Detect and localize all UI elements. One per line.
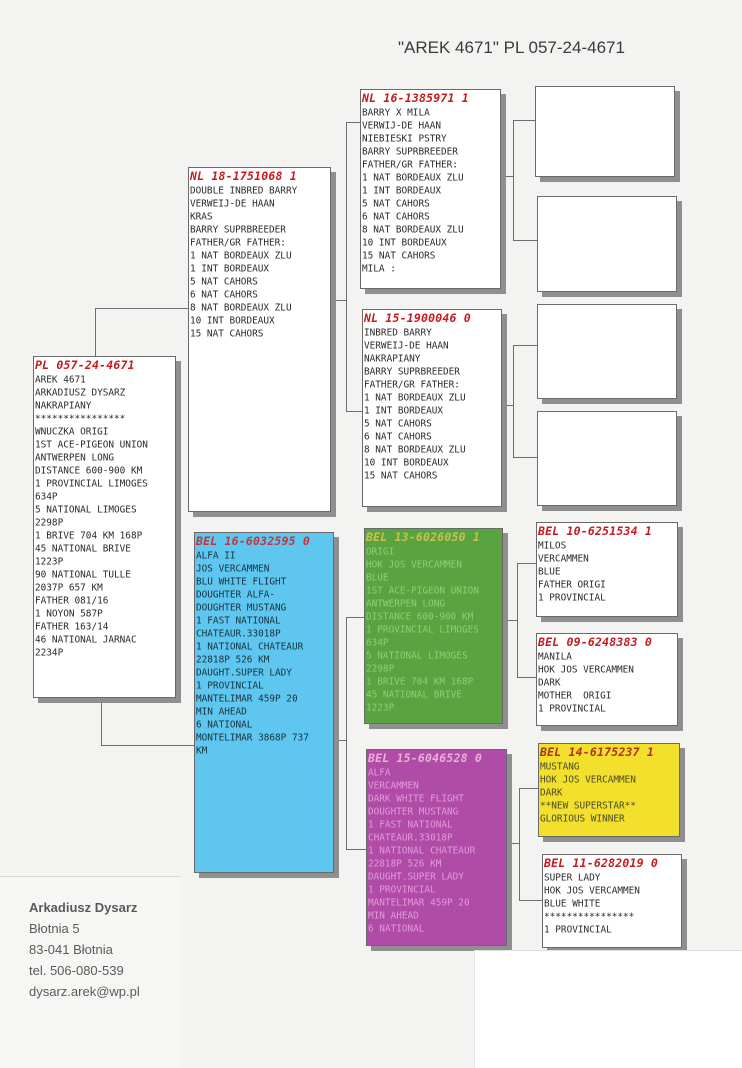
connector <box>513 240 537 241</box>
pedigree-line: BLUE <box>538 566 561 578</box>
pedigree-line: BARRY SUPRBREEDER <box>190 224 286 236</box>
pedigree-line: 1 INT BORDEAUX <box>364 405 444 417</box>
pedigree-line: BARRY SUPRBREEDER <box>362 146 458 158</box>
pedigree-line: VERWEIJ-DE HAAN <box>364 340 449 352</box>
pedigree-line: CHATEAUR.33018P <box>196 628 281 640</box>
connector <box>513 120 535 121</box>
subject-card <box>33 356 176 698</box>
connector <box>519 900 542 901</box>
pedigree-line: 1 NAT BORDEAUX ZLU <box>364 392 466 404</box>
sire-card <box>188 167 331 512</box>
pedigree-line: 45 NATIONAL BRIVE <box>366 689 462 701</box>
sire-details <box>190 184 330 340</box>
connector <box>501 405 513 406</box>
connector <box>513 457 537 458</box>
pedigree-line: MIN AHEAD <box>368 910 419 922</box>
pedigree-line: 1 PROVINCIAL <box>368 884 436 896</box>
pedigree-line: GLORIOUS WINNER <box>540 813 625 825</box>
connector <box>513 345 537 346</box>
breeder-contact <box>29 897 140 1002</box>
pedigree-line: 8 NAT BORDEAUX ZLU <box>362 224 464 236</box>
pedigree-line: 1 PROVINCIAL <box>544 924 612 936</box>
pedigree-line: VERWIJ-DE HAAN <box>362 120 442 132</box>
connector <box>517 563 536 564</box>
pedigree-line: 1 PROVINCIAL <box>538 703 606 715</box>
pedigree-line: 15 NAT CAHORS <box>190 328 264 340</box>
pedigree-line: MIN AHEAD <box>196 706 247 718</box>
pedigree-line: VERCAMMEN <box>538 553 589 565</box>
dam-dam-sire-details <box>540 760 679 825</box>
pedigree-line: 6 NATIONAL <box>368 923 425 935</box>
ring-number: PL 057-24-4671 <box>35 358 135 372</box>
ring-number: BEL 15-6046528 0 <box>368 751 482 765</box>
pedigree-line: BLUE <box>366 572 389 584</box>
pedigree-line: VERCAMMEN <box>368 780 419 792</box>
connector <box>95 308 191 309</box>
connector <box>101 745 196 746</box>
pedigree-line: 2298P <box>35 517 64 529</box>
pedigree-line: 22818P 526 KM <box>368 858 442 870</box>
breeder-email: dysarz.arek@wp.pl <box>29 984 140 999</box>
pedigree-line: FATHER ORIGI <box>538 579 606 591</box>
pedigree-line: SUPER LADY <box>544 872 601 884</box>
breeder-name: Arkadiusz Dysarz <box>29 900 138 915</box>
pedigree-line: **************** <box>35 413 126 425</box>
pedigree-line: 634P <box>35 491 58 503</box>
ring-number: NL 18-1751068 1 <box>190 169 297 183</box>
pedigree-line: 1 INT BORDEAUX <box>362 185 442 197</box>
pedigree-line: NIEBIESKI PSTRY <box>362 133 447 145</box>
pedigree-line: 1 FAST NATIONAL <box>196 615 281 627</box>
pedigree-line: DAUGHT.SUPER LADY <box>196 667 292 679</box>
pedigree-line: 46 NATIONAL JARNAC <box>35 634 137 646</box>
sire-sire-card <box>360 89 501 289</box>
dam-card <box>194 532 334 873</box>
pedigree-line: DOUBLE INBRED BARRY <box>190 185 298 197</box>
pedigree-line: MUSTANG <box>540 761 580 773</box>
connector <box>519 788 520 900</box>
sire-sire-details <box>362 106 500 275</box>
pedigree-line: MANTELIMAR 459P 20 <box>196 693 298 705</box>
pedigree-line: DARK <box>538 677 561 689</box>
pedigree-line: NAKRAPIANY <box>364 353 421 365</box>
pedigree-line: 10 INT BORDEAUX <box>190 315 275 327</box>
pedigree-line: MANTELIMAR 459P 20 <box>368 897 470 909</box>
pedigree-line: 1 NATIONAL CHATEAUR <box>196 641 304 653</box>
pedigree-line: 15 NAT CAHORS <box>362 250 436 262</box>
pedigree-line: 5 NAT CAHORS <box>364 418 432 430</box>
pedigree-line: NAKRAPIANY <box>35 400 92 412</box>
pedigree-line: HOK JOS VERCAMMEN <box>366 559 462 571</box>
pedigree-line: 6 NATIONAL <box>196 719 253 731</box>
pedigree-line: FATHER/GR FATHER: <box>362 159 458 171</box>
pedigree-line: 5 NAT CAHORS <box>362 198 430 210</box>
pedigree-line: DISTANCE 600-900 KM <box>366 611 474 623</box>
ring-number: BEL 16-6032595 0 <box>196 534 310 548</box>
pedigree-line: 634P <box>366 637 389 649</box>
pedigree-line: 5 NATIONAL LIMOGES <box>366 650 468 662</box>
pedigree-line: 1 NAT BORDEAUX ZLU <box>190 250 292 262</box>
pedigree-line: 1 BRIVE 704 KM 168P <box>35 530 143 542</box>
pedigree-line: FATHER/GR FATHER: <box>364 379 460 391</box>
pedigree-line: BARRY SUPRBREEDER <box>364 366 460 378</box>
pedigree-line: MOTHER ORIGI <box>538 690 612 702</box>
pedigree-line: 6 NAT CAHORS <box>190 289 258 301</box>
pedigree-line: 5 NAT CAHORS <box>190 276 258 288</box>
pedigree-line: 10 INT BORDEAUX <box>364 457 449 469</box>
pedigree-line: 1 PROVINCIAL LIMOGES <box>35 478 148 490</box>
pedigree-line: JOS VERCAMMEN <box>196 563 270 575</box>
pedigree-line: DARK WHITE FLIGHT <box>368 793 464 805</box>
connector <box>346 617 347 849</box>
ring-number: BEL 09-6248383 0 <box>538 635 652 649</box>
connector <box>101 698 102 745</box>
sire-dam-card <box>362 309 502 507</box>
ring-number: NL 16-1385971 1 <box>362 91 469 105</box>
pedigree-line: WNUCZKA ORIGI <box>35 426 109 438</box>
empty-ancestor-box <box>537 411 677 506</box>
connector <box>503 620 517 621</box>
ring-number: BEL 14-6175237 1 <box>540 745 654 759</box>
dam-dam-details <box>368 766 506 935</box>
breeder-city: 83-041 Błotnia <box>29 942 113 957</box>
page-title: "AREK 4671" PL 057-24-4671 <box>398 38 625 57</box>
dam-sire-dam-details <box>538 650 677 715</box>
pedigree-line: DAUGHT.SUPER LADY <box>368 871 464 883</box>
dam-sire-sire-card <box>536 522 678 617</box>
pedigree-line: FATHER 081/16 <box>35 595 109 607</box>
connector <box>95 308 96 356</box>
pedigree-line: 1 PROVINCIAL LIMOGES <box>366 624 479 636</box>
connector <box>334 300 346 301</box>
empty-ancestor-box <box>537 196 677 292</box>
pedigree-line: 45 NATIONAL BRIVE <box>35 543 131 555</box>
pedigree-line: 1 INT BORDEAUX <box>190 263 270 275</box>
pedigree-line: KM <box>196 745 208 757</box>
dam-sire-card <box>364 528 503 724</box>
pedigree-line: 1 NATIONAL CHATEAUR <box>368 845 476 857</box>
pedigree-line: 90 NATIONAL TULLE <box>35 569 131 581</box>
pedigree-line: 1ST ACE-PIGEON UNION <box>35 439 148 451</box>
pedigree-line: 1 NAT BORDEAUX ZLU <box>362 172 464 184</box>
pedigree-line: 8 NAT BORDEAUX ZLU <box>364 444 466 456</box>
pedigree-line: 1 BRIVE 704 KM 168P <box>366 676 474 688</box>
empty-ancestor-box <box>537 304 677 399</box>
pedigree-line: 1 PROVINCIAL <box>196 680 264 692</box>
connector <box>507 843 519 844</box>
pedigree-line: BLU WHITE FLIGHT <box>196 576 287 588</box>
empty-ancestor-box <box>535 86 675 177</box>
pedigree-line: 8 NAT BORDEAUX ZLU <box>190 302 292 314</box>
pedigree-line: 2298P <box>366 663 395 675</box>
pedigree-line: MANILA <box>538 651 572 663</box>
pedigree-line: VERWEIJ-DE HAAN <box>190 198 275 210</box>
breeder-street: Błotnia 5 <box>29 921 80 936</box>
pedigree-line: 1 FAST NATIONAL <box>368 819 453 831</box>
pedigree-line: DOUGHTER MUSTANG <box>368 806 459 818</box>
pedigree-line: 1223P <box>366 702 395 714</box>
pedigree-line: HOK JOS VERCAMMEN <box>538 664 634 676</box>
connector <box>517 677 536 678</box>
connector <box>346 122 347 411</box>
dam-dam-dam-card <box>542 854 682 948</box>
connector <box>346 849 366 850</box>
pedigree-line: FATHER 163/14 <box>35 621 109 633</box>
pedigree-line: 15 NAT CAHORS <box>364 470 438 482</box>
pedigree-line: 1ST ACE-PIGEON UNION <box>366 585 479 597</box>
dam-dam-sire-card <box>538 743 680 837</box>
pedigree-line: 1 NOYON 587P <box>35 608 103 620</box>
pedigree-line: BLUE WHITE <box>544 898 601 910</box>
dam-sire-dam-card <box>536 633 678 726</box>
pedigree-line: 1 PROVINCIAL <box>538 592 606 604</box>
pedigree-line: INBRED BARRY <box>364 327 432 339</box>
ring-number: NL 15-1900046 0 <box>364 311 471 325</box>
pedigree-line: 6 NAT CAHORS <box>364 431 432 443</box>
pedigree-line: HOK JOS VERCAMMEN <box>544 885 640 897</box>
pedigree-line: **NEW SUPERSTAR** <box>540 800 636 812</box>
ring-number: BEL 13-6026050 1 <box>366 530 480 544</box>
paper-sheet-edge <box>474 950 742 1068</box>
pedigree-line: 10 INT BORDEAUX <box>362 237 447 249</box>
ring-number: BEL 10-6251534 1 <box>538 524 652 538</box>
ring-number: BEL 11-6282019 0 <box>544 856 658 870</box>
pedigree-line: ALFA II <box>196 550 236 562</box>
pedigree-line: ORIGI <box>366 546 395 558</box>
breeder-phone: tel. 506-080-539 <box>29 963 124 978</box>
pedigree-line: 22818P 526 KM <box>196 654 270 666</box>
connector <box>517 563 518 677</box>
pedigree-line: ALFA <box>368 767 391 779</box>
pedigree-line: MILA : <box>362 263 396 275</box>
pedigree-line: MILOS <box>538 540 567 552</box>
dam-sire-sire-details <box>538 539 677 604</box>
pedigree-line: KRAS <box>190 211 213 223</box>
pedigree-line: ARKADIUSZ DYSARZ <box>35 387 126 399</box>
dam-sire-details <box>366 545 502 714</box>
pedigree-line: 5 NATIONAL LIMOGES <box>35 504 137 516</box>
pedigree-line: HOK JOS VERCAMMEN <box>540 774 636 786</box>
connector <box>346 617 364 618</box>
pedigree-line: FATHER/GR FATHER: <box>190 237 286 249</box>
pedigree-line: MONTELIMAR 3868P 737 <box>196 732 309 744</box>
connector <box>513 345 514 457</box>
dam-dam-card <box>366 749 507 946</box>
pedigree-line: DISTANCE 600-900 KM <box>35 465 143 477</box>
pedigree-line: 2037P 657 KM <box>35 582 103 594</box>
pedigree-line: CHATEAUR.33018P <box>368 832 453 844</box>
pedigree-line: DOUGHTER ALFA- <box>196 589 276 601</box>
connector <box>501 176 513 177</box>
pedigree-line: DARK <box>540 787 563 799</box>
connector <box>346 411 362 412</box>
dam-details <box>196 549 333 757</box>
pedigree-line: BARRY X MILA <box>362 107 430 119</box>
pedigree-line: 1223P <box>35 556 64 568</box>
pedigree-line: DOUGHTER MUSTANG <box>196 602 287 614</box>
pedigree-line: 6 NAT CAHORS <box>362 211 430 223</box>
subject-details <box>35 373 175 659</box>
pedigree-line: 2234P <box>35 647 64 659</box>
sire-dam-details <box>364 326 501 482</box>
connector <box>513 120 514 240</box>
pedigree-line: AREK 4671 <box>35 374 86 386</box>
connector <box>519 788 538 789</box>
connector <box>334 740 346 741</box>
pedigree-line: ANTWERPEN LONG <box>366 598 446 610</box>
pedigree-line: ANTWERPEN LONG <box>35 452 115 464</box>
pedigree-line: **************** <box>544 911 635 923</box>
dam-dam-dam-details <box>544 871 681 936</box>
